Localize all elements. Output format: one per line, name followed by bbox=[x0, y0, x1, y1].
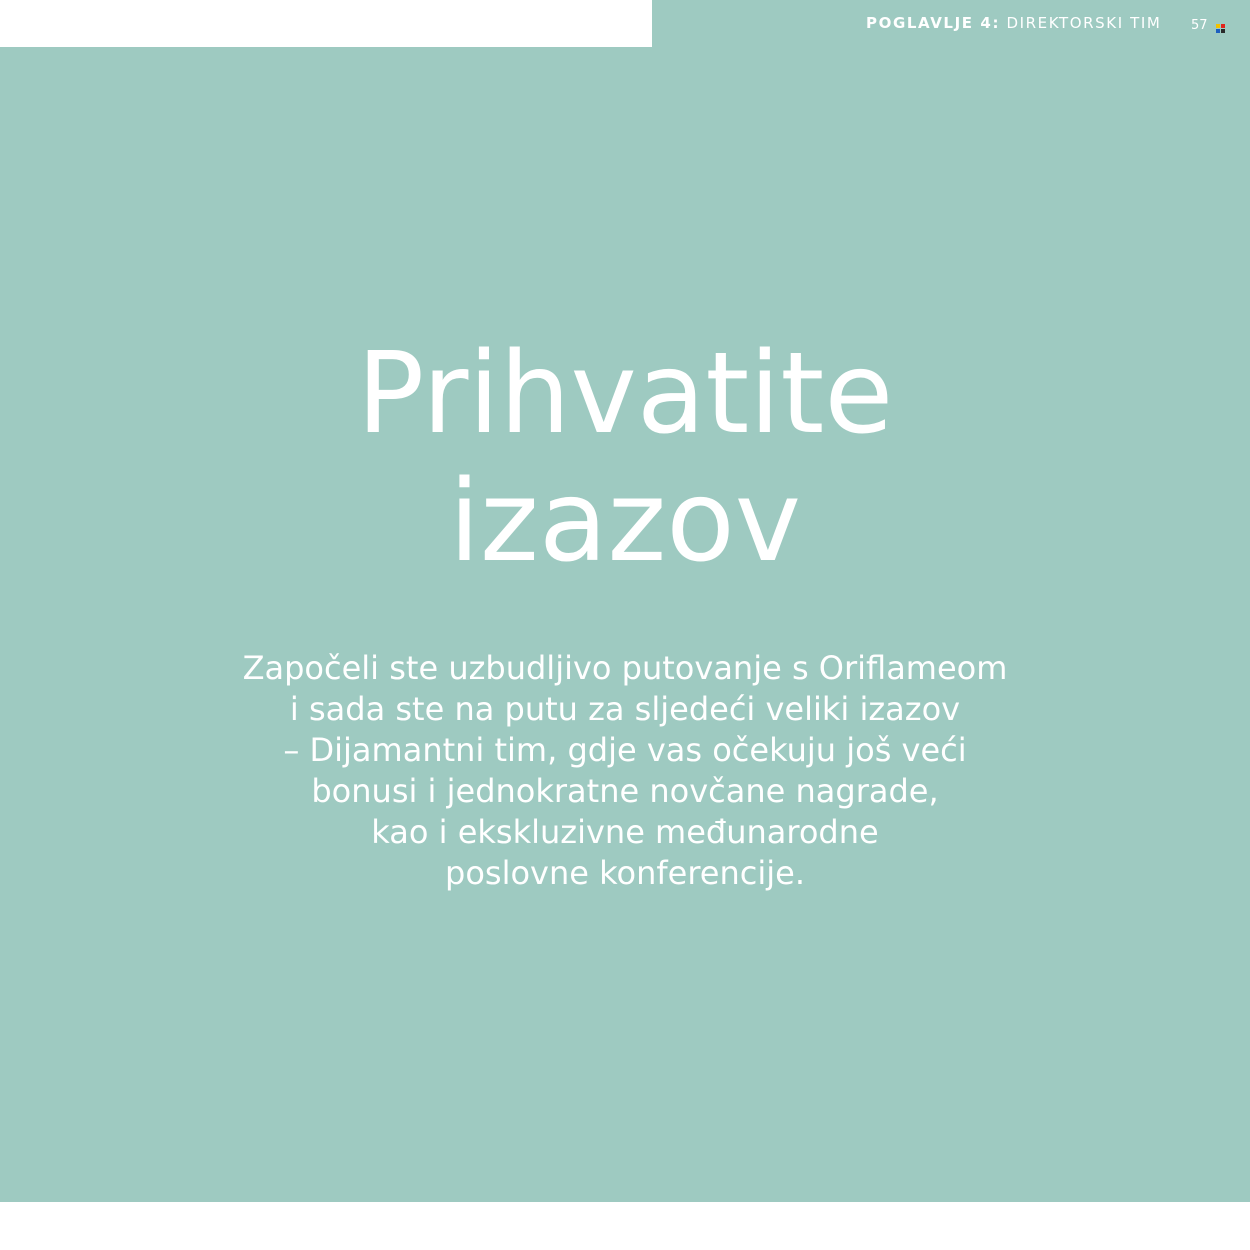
page-number: 57 bbox=[1191, 18, 1208, 33]
headline bbox=[0, 330, 1250, 586]
headline-line-2: izazov bbox=[448, 457, 802, 587]
body-line: poslovne konferencije. bbox=[445, 854, 805, 892]
chapter-title: DIREKTORSKI TIM bbox=[1006, 14, 1162, 32]
body-line: kao i ekskluzivne međunarodne bbox=[371, 813, 879, 851]
headline-line-1: Prihvatite bbox=[356, 329, 894, 459]
body-line: i sada ste na putu za sljedeći veliki izazov bbox=[289, 690, 961, 728]
body-line: bonusi i jednokratne novčane nagrade, bbox=[311, 772, 939, 810]
top-white-bar bbox=[0, 0, 652, 47]
chapter-header bbox=[866, 14, 1161, 32]
registration-mark-icon bbox=[1216, 24, 1226, 34]
body-line: – Dijamantni tim, gdje vas očekuju još veći bbox=[283, 731, 967, 769]
chapter-label: POGLAVLJE 4: bbox=[866, 14, 1001, 32]
body-line: Započeli ste uzbudljivo putovanje s Oriflameom bbox=[242, 649, 1008, 687]
body-paragraph bbox=[180, 648, 1070, 894]
